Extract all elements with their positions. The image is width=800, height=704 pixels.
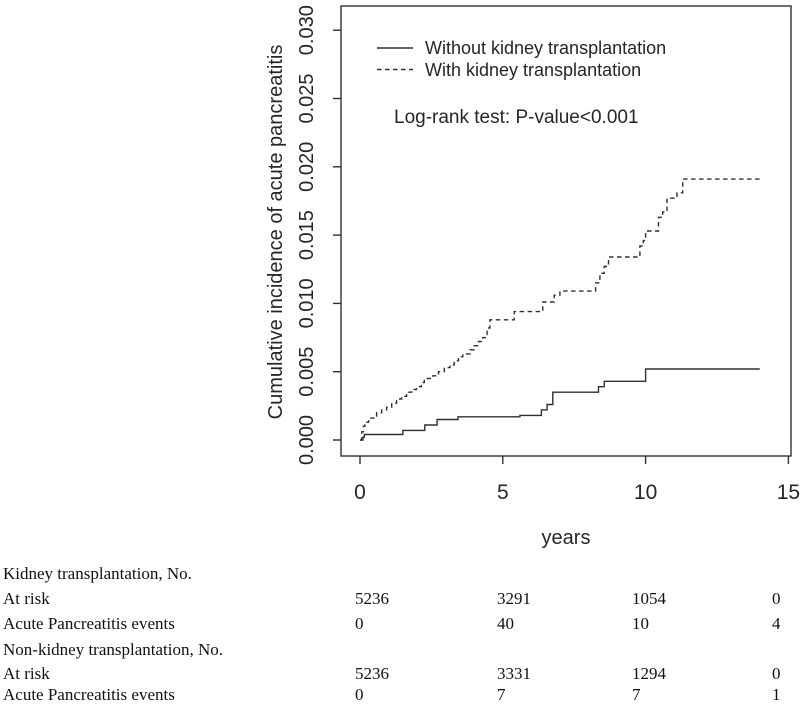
y-tick-label: 0.025 <box>296 73 318 124</box>
cell-value: 0 <box>355 685 364 704</box>
cell-value: 0 <box>772 664 781 683</box>
y-tick-label: 0.010 <box>296 278 318 329</box>
risk-table-group-header <box>0 640 800 662</box>
cell-value: 5236 <box>355 664 389 683</box>
y-tick-label: 0.030 <box>296 5 318 56</box>
cell-value: 1294 <box>632 664 666 683</box>
cell-value: 3291 <box>497 589 531 608</box>
group-header-label: Non-kidney transplantation, No. <box>3 640 224 659</box>
x-axis-title: years <box>541 527 591 549</box>
curve-with-transplant <box>360 179 760 440</box>
x-tick-label: 10 <box>633 481 658 504</box>
risk-table-row <box>0 589 800 611</box>
y-tick-label: 0.005 <box>296 346 318 397</box>
row-label: Acute Pancreatitis events <box>3 614 175 633</box>
risk-table-row <box>0 664 800 686</box>
cell-value: 0 <box>772 589 781 608</box>
cell-value: 40 <box>497 614 514 633</box>
y-axis-title: Cumulative incidence of acute pancreatitis <box>265 44 287 420</box>
risk-table-row <box>0 685 800 704</box>
cell-value: 5236 <box>355 589 389 608</box>
x-tick-label: 15 <box>776 481 800 504</box>
row-label: At risk <box>3 589 50 608</box>
cell-value: 0 <box>355 614 364 633</box>
logrank-annotation: Log-rank test: P-value<0.001 <box>394 107 639 128</box>
y-tick-label: 0.020 <box>296 141 318 192</box>
cell-value: 3331 <box>497 664 531 683</box>
row-label: Acute Pancreatitis events <box>3 685 175 704</box>
risk-table-group-header <box>0 564 800 586</box>
x-tick-label: 5 <box>496 481 509 504</box>
group-header-label: Kidney transplantation, No. <box>3 564 192 583</box>
risk-table-row <box>0 614 800 636</box>
cell-value: 7 <box>632 685 641 704</box>
cell-value: 7 <box>497 685 506 704</box>
legend-item-without-transplant: Without kidney transplantation <box>425 38 667 58</box>
cell-value: 10 <box>632 614 649 633</box>
cell-value: 1 <box>772 685 781 704</box>
legend-item-with-transplant: With kidney transplantation <box>425 60 642 80</box>
row-label: At risk <box>3 664 50 683</box>
curve-without-transplant <box>360 369 760 440</box>
cell-value: 4 <box>772 614 781 633</box>
x-tick-label: 0 <box>354 481 366 504</box>
y-tick-label: 0.015 <box>296 210 318 261</box>
y-tick-label: 0.000 <box>296 414 318 466</box>
cell-value: 1054 <box>632 589 666 608</box>
